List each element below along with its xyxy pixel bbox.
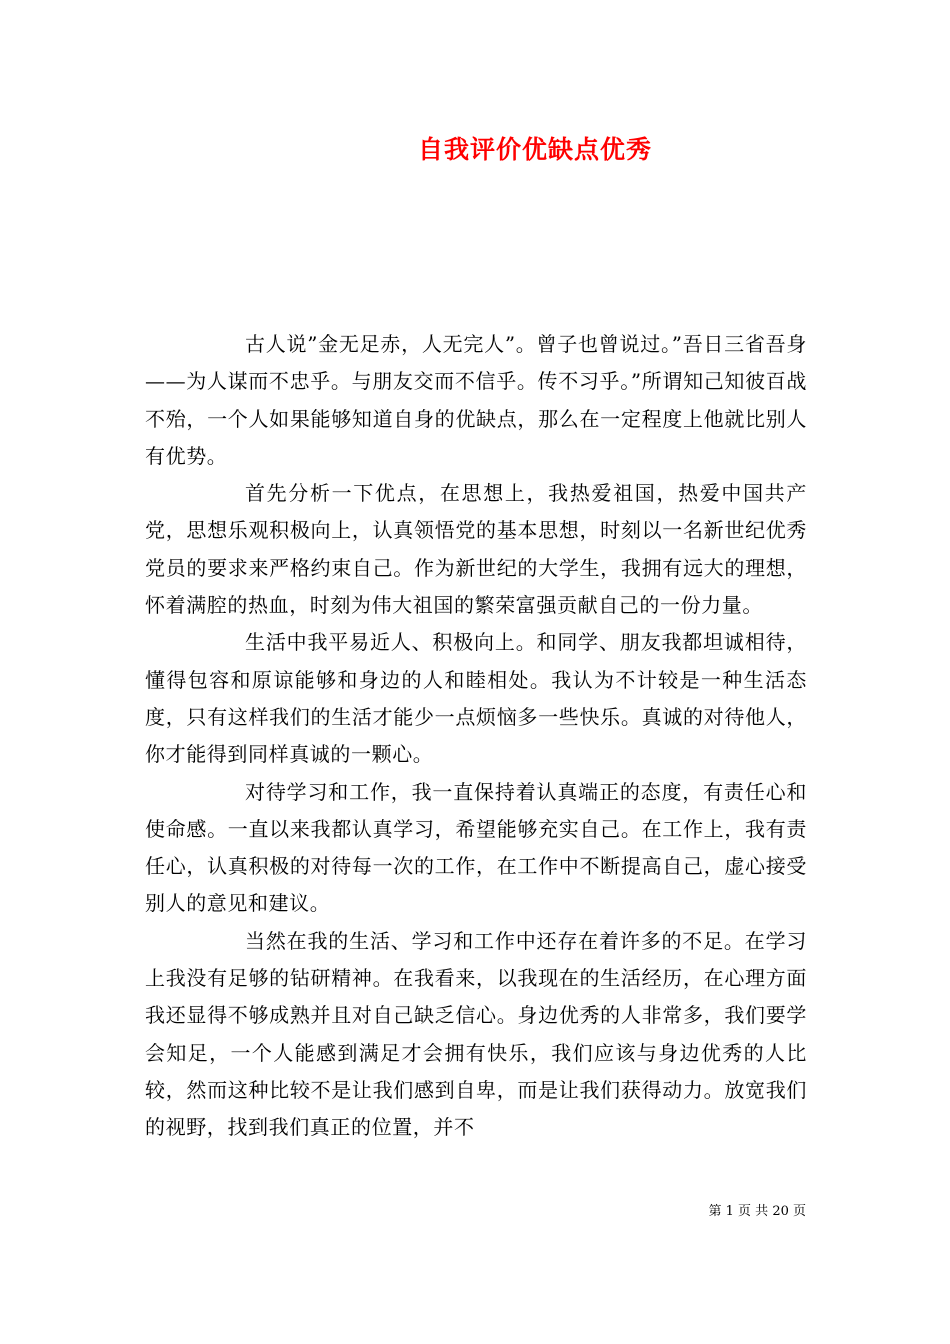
paragraph-2: 首先分析一下优点，在思想上，我热爱祖国，热爱中国共产党，思想乐观积极向上，认真领悟党的基本思想，时刻以一名新世纪优秀党员的要求来严格约束自己。作为新世纪的大学生，我拥有远大的理想，怀着满腔的热血，时刻为伟大祖国的繁荣富强贡献自己的一份力量。 xyxy=(145,481,807,618)
paragraph-4: 对待学习和工作，我一直保持着认真端正的态度，有责任心和使命感。一直以来我都认真学习，希望能够充实自己。在工作上，我有责任心，认真积极的对待每一次的工作，在工作中不断提高自己，虚心接受别人的意见和建议。 xyxy=(145,779,807,916)
paragraph-3: 生活中我平易近人、积极向上。和同学、朋友我都坦诚相待，懂得包容和原谅能够和身边的人和睦相处。我认为不计较是一种生活态度，只有这样我们的生活才能少一点烦恼多一些快乐。真诚的对待他人，你才能得到同样真诚的一颗心。 xyxy=(145,630,807,767)
page-number-footer: 第 1 页 共 20 页 xyxy=(708,1204,806,1219)
document-body xyxy=(145,326,807,1147)
paragraph-1: 古人说”金无足赤，人无完人”。曾子也曾说过。”吾日三省吾身——为人谋而不忠乎。与朋友交而不信乎。传不习乎。”所谓知己知彼百战不殆，一个人如果能够知道自身的优缺点，那么在一定程度上他就比别人有优势。 xyxy=(145,332,807,468)
paragraph-5: 当然在我的生活、学习和工作中还存在着许多的不足。在学习上我没有足够的钻研精神。在我看来，以我现在的生活经历，在心理方面我还显得不够成熟并且对自己缺乏信心。身边优秀的人非常多，我们要学会知足，一个人能感到满足才会拥有快乐，我们应该与身边优秀的人比较，然而这种比较不是让我们感到自卑，而是让我们获得动力。放宽我们的视野，找到我们真正的位置，并不 xyxy=(145,928,807,1140)
document-title: 自我评价优缺点优秀 xyxy=(417,135,652,164)
